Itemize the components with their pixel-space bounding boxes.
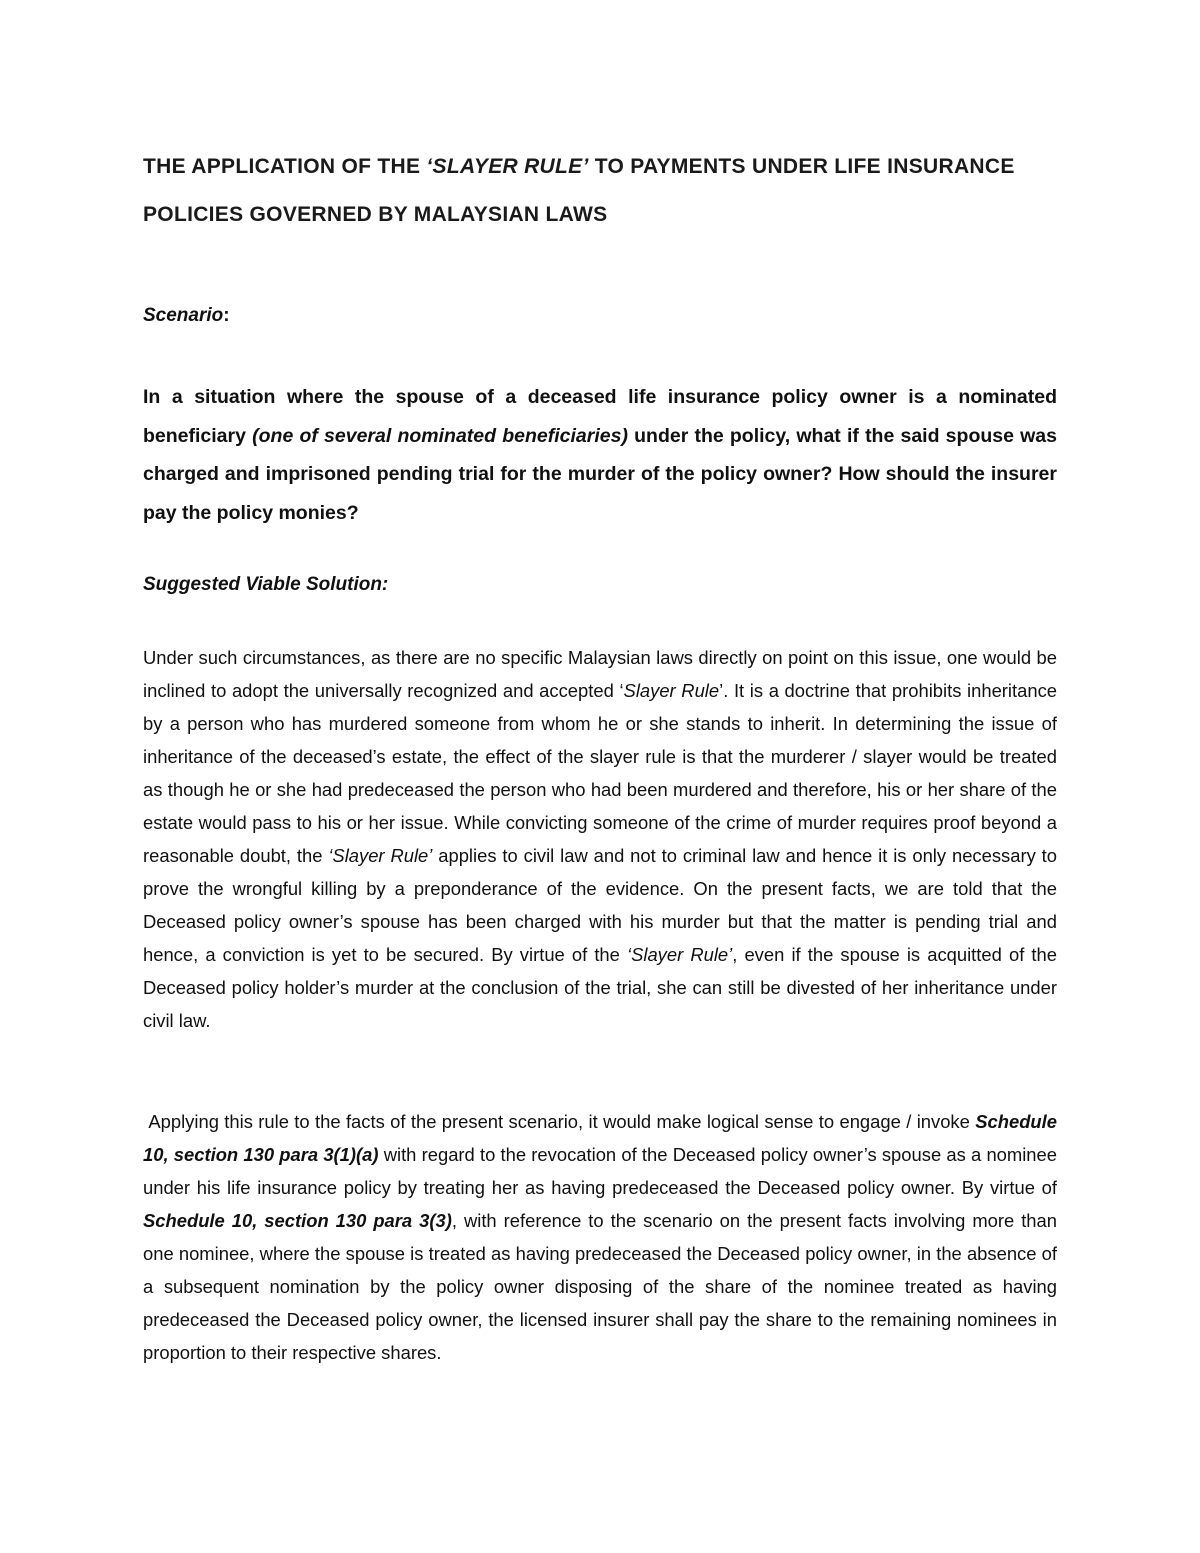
scenario-question	[143, 378, 1057, 532]
scenario-colon: :	[223, 305, 230, 326]
title-slayer-rule: ‘SLAYER RULE’	[426, 155, 589, 178]
paragraph-text: ’. It is a doctrine that prohibits inheritance by a person who has murdered someone from whom he or she stands to inherit. In determining the issue of inheritance of the deceased’s estate, the effect of the slayer rule is that the murderer / slayer would be treated as though he or she had predeceased the person who had been murdered and therefore, his or her share of the estate would pass to his or her issue. While convicting someone of the crime of murder requires proof beyond a reasonable doubt, the	[143, 680, 1057, 866]
scenario-label: Scenario	[143, 305, 224, 326]
question-italic: (one of several nominated beneficiaries)	[252, 424, 628, 447]
paragraph-text: Applying this rule to the facts of the present scenario, it would make logical sense to engage / invoke	[143, 1111, 976, 1132]
question-text: under the policy, what if the said spouse was charged and imprisoned pending trial for the murder of the policy owner? How should the insurer pay the policy monies?	[143, 424, 1057, 524]
paragraph-text: with regard to the revocation of the Deceased policy owner’s spouse as a nominee under his life insurance policy by treating her as having predeceased the Deceased policy owner. By virtue of	[143, 1144, 1063, 1198]
slayer-rule-italic: ‘Slayer Rule’	[627, 944, 733, 965]
question-text: In a situation where the spouse of a deceased life insurance policy owner is a nominated beneficiary	[143, 386, 1057, 447]
statute-reference: Schedule 10, section 130 para 3(3)	[143, 1210, 452, 1231]
paragraph-text: , even if the spouse is acquitted of the Deceased policy holder’s murder at the conclusion of the trial, she can still be divested of her inheritance under civil law.	[143, 944, 1057, 1031]
solution-paragraph-2	[143, 1105, 1063, 1369]
paragraph-text: , with reference to the scenario on the present facts involving more than one nominee, where the spouse is treated as having predeceased the Deceased policy owner, in the absence of a subsequent nomination by the policy owner disposing of the share of the nominee treated as having predeceased the Deceased policy owner, the licensed insurer shall pay the share to the remaining nominees in proportion to their respective shares.	[143, 1210, 1063, 1363]
scenario-heading	[143, 305, 230, 327]
solution-paragraph-1	[143, 641, 1057, 1037]
paragraph-text: applies to civil law and not to criminal law and hence it is only necessary to prove the wrongful killing by a preponderance of the evidence. On the present facts, we are told that the Deceased policy owner’s spouse has been charged with his murder but that the matter is pending trial and hence, a conviction is yet to be secured. By virtue of the	[143, 845, 1058, 965]
title-text: THE APPLICATION OF THE	[143, 155, 427, 178]
slayer-rule-italic: ‘Slayer Rule’	[328, 845, 433, 866]
solution-heading: Suggested Viable Solution:	[143, 574, 389, 595]
statute-reference: Schedule 10, section 130 para 3(1)(a)	[143, 1111, 1063, 1165]
title-text: TO PAYMENTS UNDER LIFE INSURANCE POLICIES GOVERNED BY MALAYSIAN LAWS	[143, 155, 1015, 226]
document-title	[143, 143, 1057, 239]
paragraph-text: Under such circumstances, as there are no specific Malaysian laws directly on point on this issue, one would be inclined to adopt the universally recognized and accepted ‘	[143, 647, 1057, 701]
slayer-rule-italic: Slayer Rule	[623, 680, 720, 701]
